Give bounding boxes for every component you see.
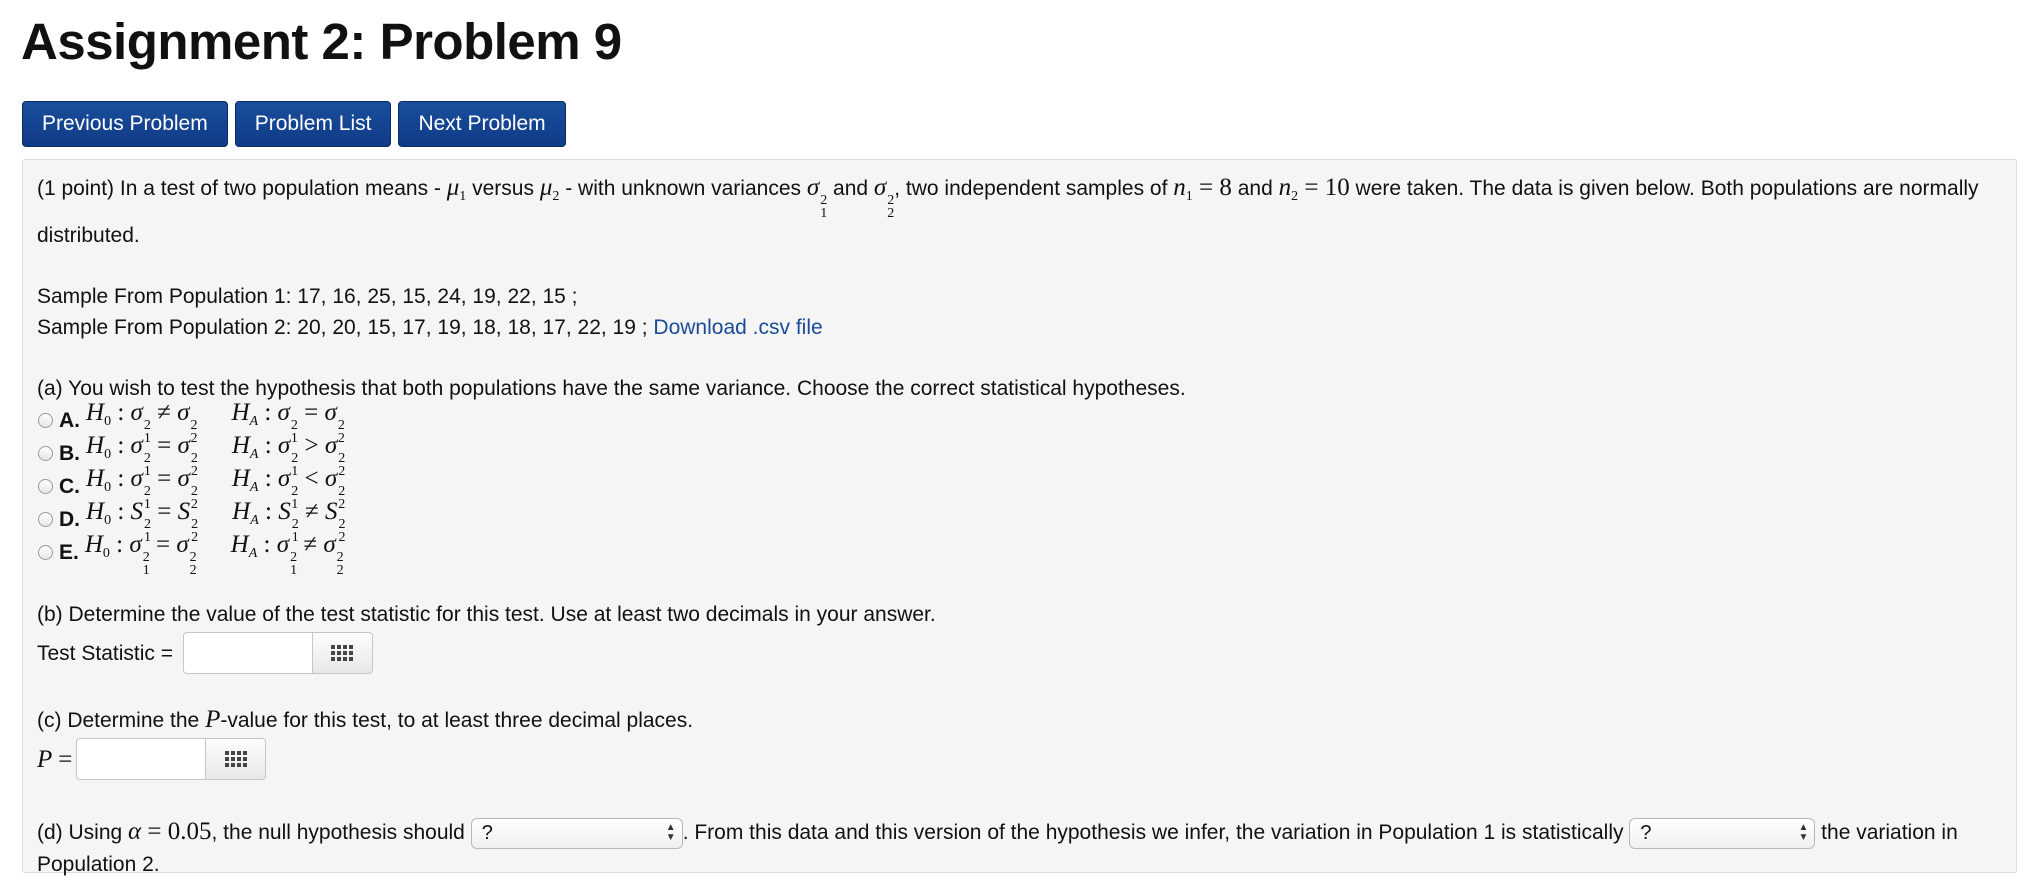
part-d-text-2: , the null hypothesis should — [211, 821, 471, 844]
part-d-text-4: the variation in Population 2. — [37, 821, 1958, 876]
option-e[interactable] — [37, 530, 2002, 578]
part-c-text-1: (c) Determine the — [37, 709, 206, 732]
part-d-question — [37, 816, 2002, 880]
math-n1: $n_1$ — [1173, 174, 1193, 204]
keypad-icon — [331, 645, 353, 661]
math-alpha: α — [128, 818, 142, 845]
hypothesis-ha: $H_A$ : σ 2 1 ≠ σ 2 2 — [230, 530, 344, 578]
hypothesis-h0: $H_0$ : σ 2 1 = σ 2 2 — [84, 530, 197, 578]
sample-population-1: Sample From Population 1: 17, 16, 25, 15, 24, 19, 22, 15 ; — [37, 285, 578, 308]
equation-editor-button[interactable] — [206, 738, 266, 780]
hypothesis-ha: $H_A$ : σ 2 1 = σ 2 2 — [231, 398, 345, 446]
page-title: Assignment 2: Problem 9 — [21, 13, 622, 70]
hypothesis-h0: $H_0$ : σ 2 1 = σ 2 2 — [86, 464, 198, 512]
keypad-icon — [225, 751, 247, 767]
intro-text-6: and — [1231, 177, 1279, 200]
intro-text-3: - with unknown variances — [559, 177, 807, 200]
intro-text-1: (1 point) In a test of two population means - — [37, 177, 447, 200]
part-c-text-2: -value for this test, to at least three decimal places. — [220, 709, 694, 732]
sample-population-2-row — [37, 312, 2002, 343]
option-letter: A. — [59, 409, 80, 432]
test-statistic-label: Test Statistic = — [37, 641, 173, 665]
math-n2: $n_2$ — [1278, 174, 1299, 204]
hypothesis-ha: $H_A$ : σ 2 1 > σ 2 2 — [231, 431, 346, 479]
hypothesis-h0: $H_0$ : σ 2 1 = σ 2 2 — [86, 431, 198, 479]
problem-list-button[interactable]: Problem List — [235, 101, 392, 147]
part-d-text-1: (d) Using — [37, 821, 129, 844]
p-equals: = — [58, 745, 73, 773]
part-a-question: (a) You wish to test the hypothesis that both populations have the same variance. Choose the correct statistical hypotheses. — [37, 377, 1186, 400]
math-equals: = — [1192, 174, 1220, 201]
math-mu2: $\mu_2$ — [539, 174, 560, 204]
intro-text-5: , two independent samples of — [894, 177, 1174, 200]
variation-comparison-select[interactable] — [1629, 818, 1815, 849]
problem-navigation — [22, 101, 566, 147]
math-equals: = — [1298, 174, 1325, 201]
option-letter: E. — [59, 541, 79, 564]
radio-button[interactable] — [38, 479, 53, 494]
hypothesis-ha: $H_A$ : S 2 1 ≠ S 2 2 — [232, 497, 346, 545]
math-mu1: $\mu_1$ — [446, 174, 467, 204]
null-hypothesis-select[interactable] — [471, 818, 683, 849]
select-arrows-icon: ▲ ▼ — [1798, 822, 1809, 844]
radio-button[interactable] — [38, 413, 53, 428]
select-value: ? — [1640, 821, 1652, 844]
next-problem-button[interactable]: Next Problem — [398, 101, 565, 147]
select-value: ? — [481, 821, 493, 844]
problem-body — [22, 159, 2017, 876]
intro-text-4: and — [827, 177, 874, 200]
part-a-options — [37, 398, 2002, 578]
part-d-text-3: . From this data and this version of the hypothesis we infer, the variation in Population 1 is statistically — [682, 821, 1630, 844]
part-b-question: (b) Determine the value of the test statistic for this test. Use at least two decimals in your answer. — [37, 603, 936, 626]
p-label: P — [37, 745, 53, 773]
intro-text-2: versus — [466, 177, 540, 200]
hypothesis-h0: $H_0$ : σ 2 1 ≠ σ 2 2 — [86, 398, 198, 446]
option-letter: D. — [59, 508, 80, 531]
previous-problem-button[interactable]: Previous Problem — [22, 101, 228, 147]
hypothesis-ha: $H_A$ : σ 2 1 < σ 2 2 — [231, 464, 346, 512]
test-statistic-input[interactable] — [183, 632, 313, 674]
intro-text-7: were taken. The data is given below. Both populations are normally distributed. — [37, 177, 1979, 247]
sample-population-2: Sample From Population 2: 20, 20, 15, 17, 19, 18, 18, 17, 22, 19 ; — [37, 316, 648, 339]
math-sigma2-sq: σ 2 2 — [873, 174, 895, 221]
p-value-input[interactable] — [76, 738, 206, 780]
radio-button[interactable] — [38, 446, 53, 461]
select-arrows-icon: ▲ ▼ — [665, 822, 676, 844]
math-n2-value: 10 — [1324, 174, 1350, 201]
math-equals: = — [141, 818, 168, 845]
math-sigma1-sq: σ 2 1 — [806, 174, 828, 221]
equation-editor-button[interactable] — [313, 632, 373, 674]
option-letter: C. — [59, 475, 80, 498]
radio-button[interactable] — [38, 545, 53, 560]
math-p: P — [205, 706, 221, 733]
problem-intro — [37, 172, 2002, 251]
download-csv-link[interactable]: Download .csv file — [653, 316, 823, 339]
alpha-value: 0.05 — [167, 818, 212, 845]
radio-button[interactable] — [38, 512, 53, 527]
test-statistic-row — [37, 632, 2002, 674]
hypothesis-h0: $H_0$ : S 2 1 = S 2 2 — [86, 497, 199, 545]
part-c-question — [37, 704, 2002, 736]
option-letter: B. — [59, 442, 80, 465]
math-n1-value: 8 — [1219, 174, 1232, 201]
p-value-row — [37, 738, 2002, 780]
